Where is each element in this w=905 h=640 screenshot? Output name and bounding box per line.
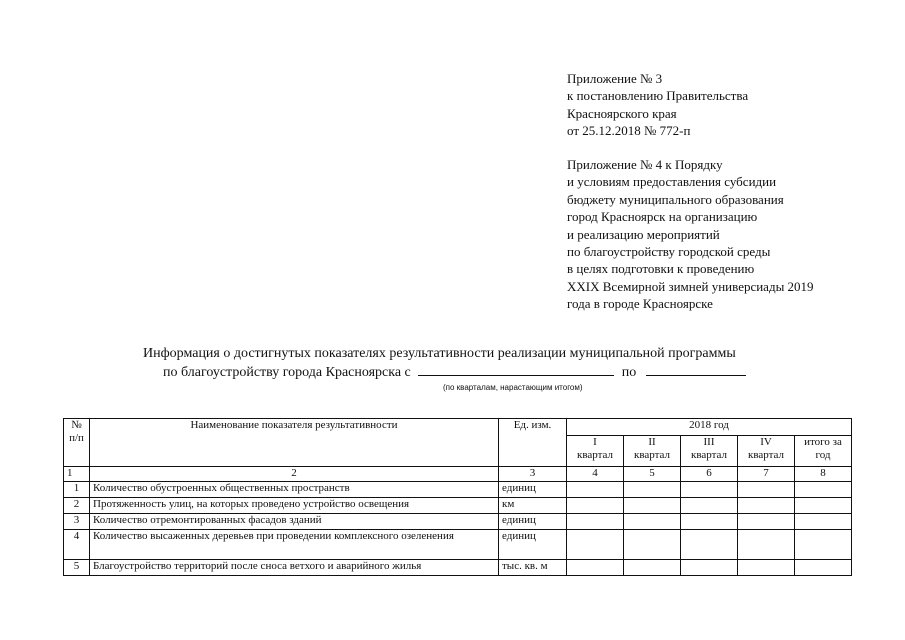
row-q1-value[interactable]	[567, 560, 624, 576]
header-unit: Ед. изм.	[499, 419, 567, 467]
table-row	[64, 498, 852, 514]
row-q3-value[interactable]	[681, 514, 738, 530]
appendix-line: бюджету муниципального образования	[567, 191, 784, 207]
header-q2-label: квартал	[633, 449, 671, 461]
document-title: Информация о достигнутых показателях результативности реализации муниципальной программы	[143, 346, 736, 361]
col-number: 2	[90, 467, 499, 482]
row-unit: единиц	[499, 514, 567, 530]
document-subtitle	[163, 364, 746, 381]
col-number: 3	[499, 467, 567, 482]
table-row	[64, 560, 852, 576]
row-q4-value[interactable]	[738, 530, 795, 560]
period-from-blank	[418, 364, 614, 376]
col-number: 1	[64, 467, 90, 482]
row-q2-value[interactable]	[624, 530, 681, 560]
row-unit: км	[499, 498, 567, 514]
col-number: 8	[795, 467, 852, 482]
row-num: 2	[64, 498, 90, 514]
appendix-block-1	[567, 70, 748, 140]
appendix-line: года в городе Красноярске	[567, 296, 713, 312]
row-q3-value[interactable]	[681, 560, 738, 576]
header-q2	[624, 436, 681, 467]
header-q2-roman: II	[648, 436, 656, 448]
row-q2-value[interactable]	[624, 482, 681, 498]
row-unit: единиц	[499, 482, 567, 498]
header-q3-roman: III	[703, 436, 715, 448]
row-num: 4	[64, 530, 90, 560]
row-q2-value[interactable]	[624, 514, 681, 530]
header-year: 2018 год	[567, 419, 852, 436]
table-row	[64, 482, 852, 498]
header-q3	[681, 436, 738, 467]
header-total: итого за год	[795, 436, 852, 467]
row-q4-value[interactable]	[738, 560, 795, 576]
header-q1-label: квартал	[576, 449, 614, 461]
row-q1-value[interactable]	[567, 530, 624, 560]
row-total-value[interactable]	[795, 498, 852, 514]
table-row	[64, 530, 852, 560]
appendix-line: Приложение № 3	[567, 71, 663, 86]
row-q3-value[interactable]	[681, 498, 738, 514]
row-q4-value[interactable]	[738, 482, 795, 498]
appendix-line: в целях подготовки к проведению	[567, 261, 755, 277]
row-name: Количество высаженных деревьев при проведении комплексного озеленения	[90, 530, 499, 560]
subtitle-mid: по	[621, 365, 637, 380]
row-num: 3	[64, 514, 90, 530]
row-total-value[interactable]	[795, 530, 852, 560]
row-name: Протяженность улиц, на которых проведено устройство освещения	[90, 498, 499, 514]
row-q2-value[interactable]	[624, 560, 681, 576]
row-q4-value[interactable]	[738, 514, 795, 530]
header-q1	[567, 436, 624, 467]
row-total-value[interactable]	[795, 560, 852, 576]
row-total-value[interactable]	[795, 482, 852, 498]
header-q1-roman: I	[593, 436, 597, 448]
col-number: 7	[738, 467, 795, 482]
row-q1-value[interactable]	[567, 498, 624, 514]
appendix-block-2	[567, 156, 814, 313]
header-q3-label: квартал	[690, 449, 728, 461]
row-unit: тыс. кв. м	[499, 560, 567, 576]
row-num: 1	[64, 482, 90, 498]
row-name: Благоустройство территорий после сноса ветхого и аварийного жилья	[90, 560, 499, 576]
row-q4-value[interactable]	[738, 498, 795, 514]
header-name: Наименование показателя результативности	[90, 419, 499, 467]
table-row	[64, 514, 852, 530]
appendix-line: от 25.12.2018 № 772-п	[567, 123, 691, 139]
header-q4	[738, 436, 795, 467]
header-q4-label: квартал	[747, 449, 785, 461]
row-q2-value[interactable]	[624, 498, 681, 514]
appendix-line: XXIX Всемирной зимней универсиады 2019	[567, 278, 814, 294]
col-number: 6	[681, 467, 738, 482]
appendix-line: и реализацию мероприятий	[567, 226, 720, 242]
row-q3-value[interactable]	[681, 482, 738, 498]
row-q1-value[interactable]	[567, 514, 624, 530]
appendix-line: к постановлению Правительства	[567, 88, 749, 104]
subtitle-prefix: по благоустройству города Красноярска с	[163, 365, 411, 380]
row-q3-value[interactable]	[681, 530, 738, 560]
appendix-line: Красноярского края	[567, 105, 677, 121]
period-note: (по кварталам, нарастающим итогом)	[443, 383, 583, 392]
row-unit: единиц	[499, 530, 567, 560]
period-to-blank	[646, 364, 746, 376]
col-number: 4	[567, 467, 624, 482]
appendix-line: по благоустройству городской среды	[567, 244, 771, 260]
header-num: № п/п	[64, 419, 90, 467]
row-num: 5	[64, 560, 90, 576]
row-name: Количество отремонтированных фасадов зданий	[90, 514, 499, 530]
col-number: 5	[624, 467, 681, 482]
row-total-value[interactable]	[795, 514, 852, 530]
row-name: Количество обустроенных общественных пространств	[90, 482, 499, 498]
column-number-row	[64, 467, 852, 482]
indicators-table	[63, 418, 852, 576]
row-q1-value[interactable]	[567, 482, 624, 498]
appendix-line: и условиям предоставления субсидии	[567, 174, 777, 190]
header-q4-roman: IV	[760, 436, 772, 448]
appendix-line: Приложение № 4 к Порядку	[567, 157, 723, 172]
appendix-line: город Красноярск на организацию	[567, 209, 758, 225]
